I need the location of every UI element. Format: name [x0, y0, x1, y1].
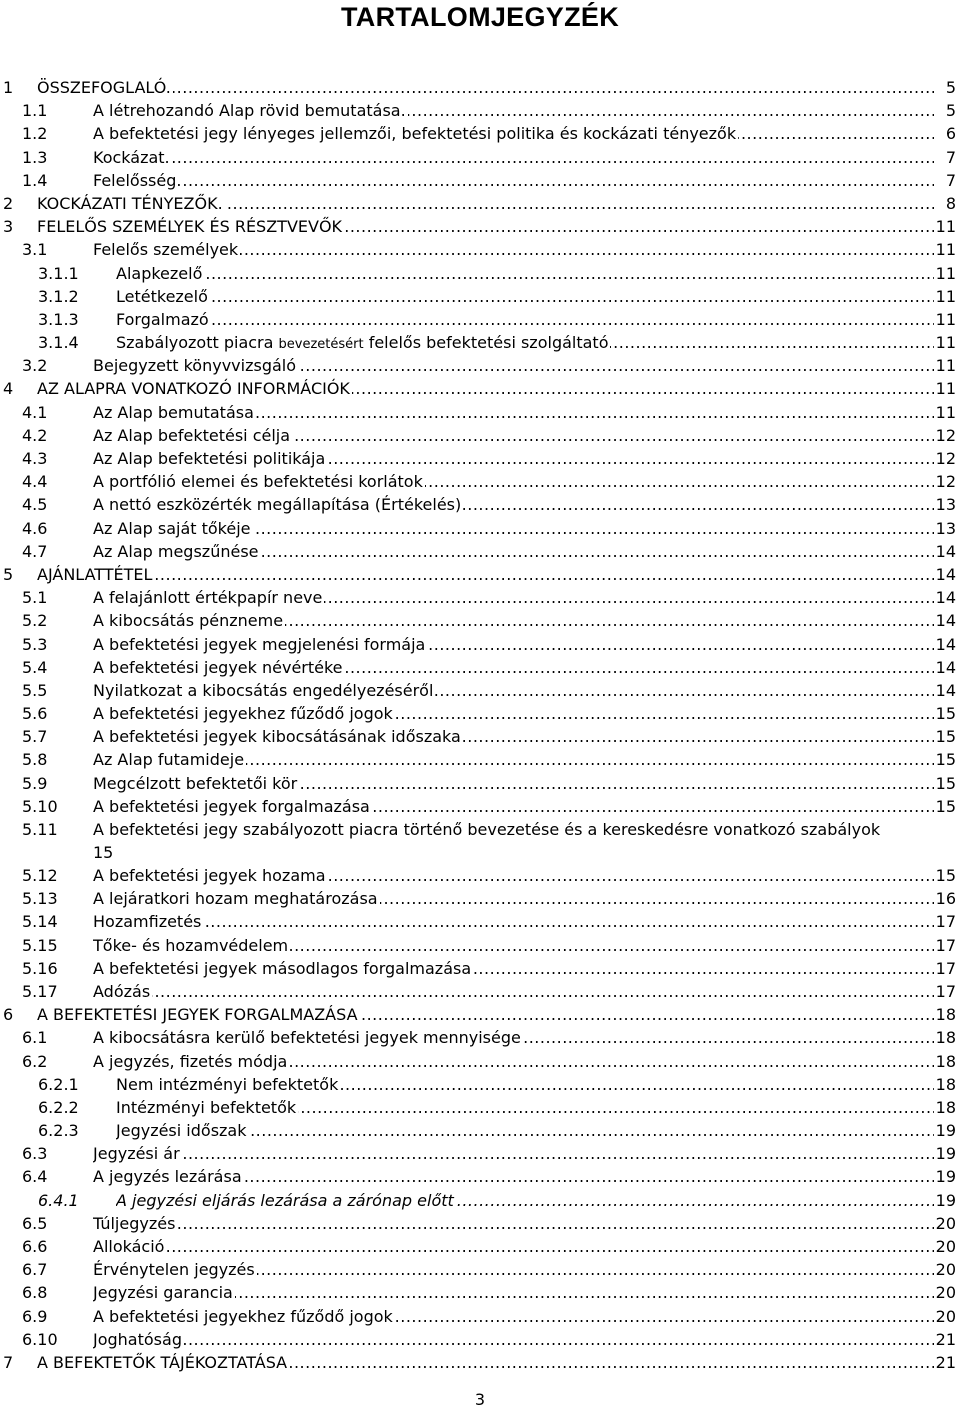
- toc-entry-title: A befektetési jegyekhez fűződő jogok .....: [93, 702, 934, 725]
- toc-entry[interactable]: [0, 470, 960, 493]
- toc-entry-page: 15: [934, 772, 956, 795]
- toc-entry-page: 11: [934, 262, 956, 285]
- toc-entry[interactable]: [0, 146, 960, 169]
- toc-entry-title: A befektetési jegyek hozama .....: [93, 864, 934, 887]
- toc-entry-number: 5.9: [22, 773, 48, 793]
- toc-entry-page: 12: [934, 447, 956, 470]
- toc-entry[interactable]: [0, 192, 960, 215]
- toc-entry[interactable]: [0, 795, 960, 818]
- toc-entry-title: A felajánlott értékpapír neve .....: [93, 586, 934, 609]
- toc-entry[interactable]: [0, 980, 960, 1003]
- toc-entry-number: 4: [3, 379, 14, 399]
- toc-entry-number: 5.12: [22, 866, 58, 885]
- toc-entry-number: 5.15: [22, 935, 58, 955]
- toc-entry-title: Érvénytelen jegyzés .....: [93, 1258, 934, 1281]
- toc-entry-title: A létrehozandó Alap rövid bemutatása. .....: [93, 99, 934, 122]
- toc-entry-title: KOCKÁZATI TÉNYEZŐK. .....: [37, 192, 934, 215]
- toc-entry[interactable]: [0, 331, 960, 354]
- toc-entry-title: AJÁNLATTÉTEL .....: [37, 563, 934, 586]
- toc-entry-title: FELELŐS SZEMÉLYEK ÉS RÉSZTVEVŐK .....: [37, 215, 934, 238]
- toc-entry-number: 1.2: [22, 124, 48, 144]
- toc-entry-number: 6.5: [22, 1213, 48, 1233]
- toc-entry-number: 5.6: [22, 704, 48, 724]
- toc-entry[interactable]: [0, 1003, 960, 1026]
- toc-entry-number: 4.6: [22, 518, 48, 538]
- toc-entry-title: A lejáratkori hozam meghatározása .....: [93, 887, 934, 910]
- table-of-contents: [0, 76, 960, 1374]
- toc-entry-page: 18: [934, 1003, 956, 1026]
- toc-entry-page: 7: [934, 169, 956, 192]
- toc-entry-number: 6.7: [22, 1260, 48, 1280]
- toc-entry-page: 19: [934, 1165, 956, 1188]
- toc-entry-title: Megcélzott befektetői kör .....: [93, 772, 934, 795]
- toc-entry[interactable]: [0, 748, 960, 771]
- toc-entry-title: A kibocsátás pénzneme .....: [93, 609, 934, 632]
- toc-entry-page: 15: [93, 843, 114, 862]
- toc-entry-title: A jegyzési eljárás lezárása a zárónap előtt .....: [116, 1189, 934, 1212]
- toc-entry-number: 3.1.2: [38, 286, 79, 306]
- toc-entry-number: 2: [3, 193, 14, 213]
- toc-entry-number: 5: [3, 564, 14, 584]
- toc-entry[interactable]: [0, 1142, 960, 1165]
- toc-entry-title: Jegyzési ár .....: [93, 1142, 934, 1165]
- toc-entry-page: 18: [934, 1073, 956, 1096]
- toc-entry[interactable]: [0, 447, 960, 470]
- toc-entry-page: 20: [934, 1212, 956, 1235]
- toc-entry-title: Felelősség. .....: [93, 169, 934, 192]
- toc-entry-number: 4.5: [22, 495, 48, 515]
- toc-entry-number: 6.6: [22, 1237, 48, 1256]
- toc-entry[interactable]: [0, 1189, 960, 1212]
- toc-entry[interactable]: [0, 679, 960, 702]
- toc-entry[interactable]: [0, 1073, 960, 1096]
- toc-entry-number: 4.7: [22, 541, 48, 561]
- toc-entry-number: 1.3: [22, 147, 48, 167]
- toc-entry-page: 17: [934, 957, 956, 980]
- toc-entry-title: Az Alap saját tőkéje .....: [93, 517, 934, 540]
- toc-entry-title: Adózás .....: [93, 980, 934, 1003]
- toc-entry-title: Nyilatkozat a kibocsátás engedélyezéséről .....: [93, 679, 934, 702]
- toc-entry-page: 20: [934, 1235, 956, 1258]
- toc-entry-number: 5.4: [22, 657, 48, 677]
- toc-entry-title: Intézményi befektetők .....: [116, 1096, 934, 1119]
- toc-entry-title: Joghatóság .....: [93, 1328, 934, 1351]
- toc-entry[interactable]: [0, 702, 960, 725]
- toc-entry-number: 5.5: [22, 680, 48, 700]
- toc-entry[interactable]: [0, 99, 960, 122]
- toc-entry-title: Kockázat. .....: [93, 146, 934, 169]
- toc-entry-page: 19: [934, 1119, 956, 1142]
- toc-entry-page: 17: [934, 934, 956, 957]
- toc-entry-page: 21: [934, 1328, 956, 1351]
- toc-entry-title: A jegyzés, fizetés módja .....: [93, 1050, 934, 1073]
- toc-entry[interactable]: [0, 1119, 960, 1142]
- toc-entry-page: 11: [934, 377, 956, 400]
- toc-entry-number: 7: [3, 1352, 14, 1372]
- toc-entry[interactable]: [0, 818, 960, 864]
- toc-entry-title: A jegyzés lezárása .....: [93, 1165, 934, 1188]
- toc-entry-page: 5: [934, 99, 956, 122]
- toc-entry-page: 19: [934, 1142, 956, 1165]
- toc-entry-title: Túljegyzés .....: [93, 1212, 934, 1235]
- toc-entry-number: 6.10: [22, 1329, 58, 1349]
- toc-entry-title: Alapkezelő .....: [116, 262, 934, 285]
- toc-entry-page: 18: [934, 1026, 956, 1049]
- toc-entry[interactable]: [0, 656, 960, 679]
- toc-entry[interactable]: [0, 122, 960, 145]
- toc-entry-page: 11: [934, 401, 956, 424]
- toc-entry-number: 6.2.3: [38, 1121, 79, 1141]
- toc-entry-page: 13: [934, 493, 956, 516]
- toc-entry-number: 4.3: [22, 449, 48, 468]
- toc-entry[interactable]: [0, 1258, 960, 1281]
- toc-entry[interactable]: [0, 1096, 960, 1119]
- toc-entry-title: Hozamfizetés .....: [93, 910, 934, 933]
- toc-entry-title: A nettó eszközérték megállapítása (Értékelés) .....: [93, 493, 934, 516]
- toc-entry-page: 20: [934, 1258, 956, 1281]
- toc-entry-page: 11: [934, 331, 956, 354]
- toc-entry-page: 21: [934, 1351, 956, 1374]
- toc-entry-number: 5.14: [22, 912, 58, 932]
- toc-entry-title: A befektetési jegyek másodlagos forgalmazása .....: [93, 957, 934, 980]
- toc-entry-number: 5.10: [22, 796, 58, 816]
- toc-entry-page: 11: [934, 238, 956, 261]
- toc-entry-number: 4.2: [22, 425, 48, 445]
- toc-entry[interactable]: [0, 169, 960, 192]
- toc-entry-title-rest: felelős befektetési szolgáltató: [368, 333, 609, 353]
- toc-entry-title: Bejegyzett könyvvizsgáló .....: [93, 354, 934, 377]
- toc-entry[interactable]: [0, 586, 960, 609]
- toc-entry-title: A befektetési jegy lényeges jellemzői, befektetési politika és kockázati tényezők .....: [93, 122, 934, 145]
- toc-entry-page: 6: [934, 122, 956, 145]
- toc-entry[interactable]: [0, 354, 960, 377]
- toc-entry-page: 14: [934, 563, 956, 586]
- toc-entry[interactable]: [0, 377, 960, 400]
- toc-entry[interactable]: [0, 957, 960, 980]
- toc-entry[interactable]: [0, 238, 960, 261]
- toc-entry-page: 11: [934, 354, 956, 377]
- toc-entry[interactable]: [0, 725, 960, 748]
- toc-entry-title: A BEFEKTETÉSI JEGYEK FORGALMAZÁSA .....: [37, 1003, 934, 1026]
- toc-entry-page: 15: [934, 702, 956, 725]
- toc-entry-title: Nem intézményi befektetők .....: [116, 1073, 934, 1096]
- toc-entry[interactable]: [0, 1212, 960, 1235]
- toc-entry[interactable]: [0, 563, 960, 586]
- toc-entry-title: Az Alap befektetési célja .....: [93, 424, 934, 447]
- toc-entry-title: A befektetési jegyek kibocsátásának időszaka .....: [93, 725, 934, 748]
- toc-entry-number: 6.8: [22, 1283, 48, 1303]
- page-number: 3: [474, 1390, 486, 1409]
- toc-entry-title: A befektetési jegyekhez fűződő jogok .....: [93, 1305, 934, 1328]
- toc-entry-title-small: bevezetésért: [278, 337, 364, 353]
- toc-entry[interactable]: [0, 910, 960, 933]
- toc-entry-page: 13: [934, 517, 956, 540]
- toc-entry-page: 20: [934, 1281, 956, 1304]
- toc-entry-number: 6.3: [22, 1144, 48, 1164]
- toc-entry-title: Jegyzési garancia .....: [93, 1281, 934, 1304]
- toc-entry-number: 5.1: [22, 588, 48, 608]
- toc-entry-title: Tőke- és hozamvédelem .....: [93, 934, 934, 957]
- toc-entry-number: 5.11: [22, 820, 58, 839]
- toc-entry-number: 5.16: [22, 958, 58, 978]
- toc-entry-number: 5.2: [22, 611, 48, 631]
- toc-entry[interactable]: [0, 1235, 960, 1258]
- toc-entry-number: 6.4.1: [38, 1190, 79, 1210]
- document-title: TARTALOMJEGYZÉK: [341, 2, 619, 32]
- toc-entry-title: A befektetési jegyek névértéke .....: [93, 656, 934, 679]
- toc-entry-title: Az Alap futamideje .....: [93, 748, 934, 771]
- toc-entry[interactable]: [0, 517, 960, 540]
- toc-entry-number: 6: [3, 1005, 14, 1025]
- toc-entry-page: 20: [934, 1305, 956, 1328]
- toc-entry-number: 3.1.3: [38, 309, 79, 329]
- toc-entry-number: 3.1.1: [38, 263, 79, 283]
- toc-entry-title: A befektetési jegy szabályozott piacra történő bevezetése és a kereskedésre vonatkozó szabályok: [93, 820, 881, 839]
- toc-entry-page: 11: [934, 285, 956, 308]
- toc-entry-title: A befektetési jegyek forgalmazása .....: [93, 795, 934, 818]
- toc-entry-number: 6.1: [22, 1028, 48, 1048]
- toc-entry-number: 6.4: [22, 1167, 48, 1187]
- toc-entry[interactable]: [0, 934, 960, 957]
- toc-entry[interactable]: [0, 1026, 960, 1049]
- toc-entry-page: 18: [934, 1050, 956, 1073]
- toc-entry-title: ÖSSZEFOGLALÓ. .....: [37, 76, 934, 99]
- toc-entry-title: Az Alap bemutatása .....: [93, 401, 934, 424]
- toc-entry-title: Az Alap befektetési politikája .....: [93, 447, 934, 470]
- toc-entry[interactable]: [0, 308, 960, 331]
- toc-entry[interactable]: [0, 633, 960, 656]
- toc-entry-number: 1.1: [22, 101, 48, 121]
- toc-entry-title: A BEFEKTETŐK TÁJÉKOZTATÁSA .....: [37, 1351, 934, 1374]
- toc-entry-page: 14: [934, 679, 956, 702]
- toc-entry-page: 14: [934, 656, 956, 679]
- toc-entry-title: [116, 331, 934, 356]
- toc-entry-page: 14: [934, 586, 956, 609]
- toc-entry[interactable]: [0, 1328, 960, 1351]
- toc-entry-page: 15: [934, 795, 956, 818]
- toc-entry-page: 14: [934, 609, 956, 632]
- toc-entry[interactable]: [0, 1305, 960, 1328]
- toc-entry-page: 18: [934, 1096, 956, 1119]
- toc-entry-page: 15: [934, 748, 956, 771]
- toc-entry-title: Forgalmazó .....: [116, 308, 934, 331]
- toc-entry-title-part: Szabályozott piacra: [116, 333, 274, 353]
- toc-entry-number: 1: [3, 78, 14, 97]
- toc-entry[interactable]: [0, 540, 960, 563]
- toc-entry-number: 5.13: [22, 889, 58, 909]
- toc-entry-page: 17: [934, 980, 956, 1003]
- toc-entry-page: 7: [934, 146, 956, 169]
- toc-entry[interactable]: [0, 1351, 960, 1374]
- toc-entry[interactable]: [0, 772, 960, 795]
- toc-entry-page: 17: [934, 910, 956, 933]
- toc-entry[interactable]: [0, 1281, 960, 1304]
- toc-entry-title: A befektetési jegyek megjelenési formája .....: [93, 633, 934, 656]
- toc-entry-number: 4.1: [22, 402, 48, 422]
- toc-entry-page: 19: [934, 1189, 956, 1212]
- toc-entry-title: A portfólió elemei és befektetési korlátok .....: [93, 470, 934, 493]
- toc-entry[interactable]: [0, 609, 960, 632]
- toc-entry-number: 5.3: [22, 634, 48, 654]
- toc-entry-number: 6.2: [22, 1051, 48, 1071]
- toc-entry-number: 3.1.4: [38, 333, 79, 353]
- toc-entry-number: 3.2: [22, 356, 48, 376]
- toc-entry-page: 14: [934, 540, 956, 563]
- toc-entry[interactable]: [0, 1165, 960, 1188]
- toc-entry-page: 16: [934, 887, 956, 910]
- toc-entry-page: 8: [934, 192, 956, 215]
- toc-entry[interactable]: [0, 401, 960, 424]
- toc-entry[interactable]: [0, 285, 960, 308]
- toc-entry-number: 5.17: [22, 981, 58, 1001]
- toc-entry[interactable]: [0, 864, 960, 887]
- toc-entry-page: 11: [934, 308, 956, 331]
- toc-entry-title: Az Alap megszűnése .....: [93, 540, 934, 563]
- toc-entry-page: 5: [934, 76, 956, 99]
- toc-entry-page: 12: [934, 470, 956, 493]
- toc-entry-title: AZ ALAPRA VONATKOZÓ INFORMÁCIÓK .....: [37, 377, 934, 400]
- toc-entry[interactable]: [0, 215, 960, 238]
- toc-entry-number: 5.7: [22, 727, 48, 747]
- toc-entry-page: 11: [934, 215, 956, 238]
- toc-entry-number: 1.4: [22, 170, 48, 190]
- toc-entry-page: 15: [934, 725, 956, 748]
- toc-entry-page: 15: [934, 864, 956, 887]
- toc-entry[interactable]: [0, 1050, 960, 1073]
- toc-entry[interactable]: [0, 262, 960, 285]
- toc-entry-number: 3: [3, 217, 14, 237]
- toc-entry-title: Letétkezelő .....: [116, 285, 934, 308]
- toc-entry-number: 5.8: [22, 750, 48, 770]
- toc-entry[interactable]: [0, 76, 960, 99]
- toc-entry[interactable]: [0, 424, 960, 447]
- toc-entry-page: 14: [934, 633, 956, 656]
- toc-entry-page: 12: [934, 424, 956, 447]
- toc-entry-number: 6.9: [22, 1306, 48, 1326]
- toc-entry-title: Jegyzési időszak .....: [116, 1119, 934, 1142]
- toc-entry-title: Allokáció .....: [93, 1235, 934, 1258]
- toc-entry[interactable]: [0, 887, 960, 910]
- toc-entry-title: A kibocsátásra kerülő befektetési jegyek mennyisége .....: [93, 1026, 934, 1049]
- toc-entry-number: 4.4: [22, 472, 48, 492]
- toc-entry-title: Felelős személyek .....: [93, 238, 934, 261]
- toc-entry[interactable]: [0, 493, 960, 516]
- toc-entry-number: 6.2.2: [38, 1097, 79, 1117]
- toc-entry-number: 3.1: [22, 240, 48, 260]
- toc-entry-number: 6.2.1: [38, 1074, 79, 1094]
